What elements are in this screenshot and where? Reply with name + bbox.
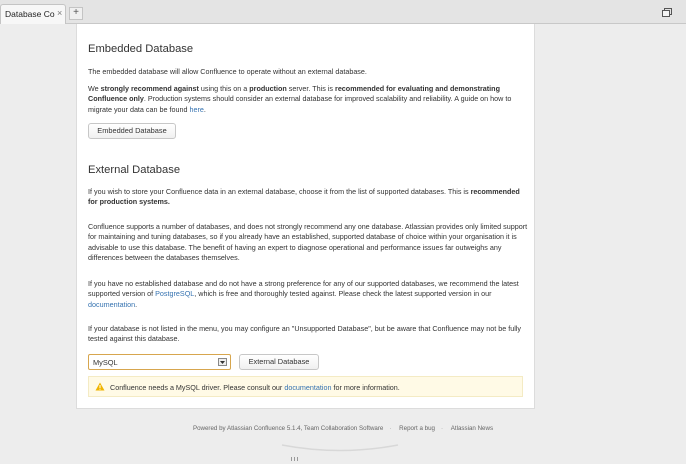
tab-title: Database Co [5, 9, 55, 19]
warning-icon [95, 382, 105, 391]
setup-panel [76, 24, 535, 409]
mysql-driver-warning [88, 376, 523, 397]
grip-icon[interactable] [289, 456, 301, 462]
page-footer [0, 425, 686, 432]
external-support-paragraph: Confluence supports a number of databases, and does not strongly recommend any one database. Atlassian provides only limited support for maintaining and tuning databases, so if you already have an established, supported database of choice within your organisation it is advisable to use this database. The benefit of having an expert to diagnose operational and performance issues far outweighs any differences between the databases themselves. [88, 222, 528, 263]
embedded-recommendation: We strongly recommend against using this on a production server. This is recommended for evaluating and demonstrating Confluence only. Production systems should consider an external database for improved scalability and reliability. A guide on how to migrate your data can be found here. [88, 84, 512, 114]
external-intro: If you wish to store your Confluence data in an external database, choose it from the list of supported databases. This is recommended for production systems. [88, 187, 520, 207]
warning-text: Confluence needs a MySQL driver. Please consult our documentation for more information. [110, 383, 400, 392]
driver-documentation-link[interactable]: documentation [284, 383, 332, 392]
external-database-button[interactable]: External Database [239, 354, 319, 370]
restore-window-icon[interactable] [662, 8, 672, 17]
browser-tab-bar [0, 0, 686, 24]
plus-icon[interactable]: + [69, 7, 83, 20]
documentation-link[interactable]: documentation [88, 299, 136, 309]
dropdown-arrow-icon[interactable] [218, 358, 227, 366]
external-database-heading: External Database [88, 164, 181, 176]
database-type-select[interactable] [88, 354, 231, 370]
browser-tab[interactable] [0, 4, 66, 24]
footer-separator: · [389, 425, 392, 432]
powered-by-text: Powered by Atlassian Confluence 5.1.4, Team Collaboration Software [192, 425, 384, 432]
footer-separator: · [440, 425, 444, 432]
atlassian-news-link[interactable]: Atlassian News [450, 425, 494, 432]
close-icon[interactable]: × [57, 8, 63, 18]
external-recommend-paragraph: If you have no established database and do not have a strong preference for any of our supported databases, we recommend the latest supported version of PostgreSQL, which is free and thoroughly tested against. Please check the latest supported version in our documentation. [88, 279, 519, 309]
embedded-database-heading: Embedded Database [88, 43, 194, 55]
migration-guide-link[interactable]: here [189, 104, 204, 114]
footer-shadow [280, 444, 400, 454]
embedded-intro: The embedded database will allow Confluence to operate without an external database. [88, 67, 367, 76]
postgresql-link[interactable]: PostgreSQL [155, 289, 195, 299]
database-type-value: MySQL [93, 358, 118, 367]
unsupported-database-note: If your database is not listed in the menu, you may configure an "Unsupported Database", but be aware that Confluence may not be fully tested against this database. [88, 324, 522, 344]
report-bug-link[interactable]: Report a bug [399, 425, 435, 432]
embedded-database-button[interactable]: Embedded Database [88, 123, 176, 139]
